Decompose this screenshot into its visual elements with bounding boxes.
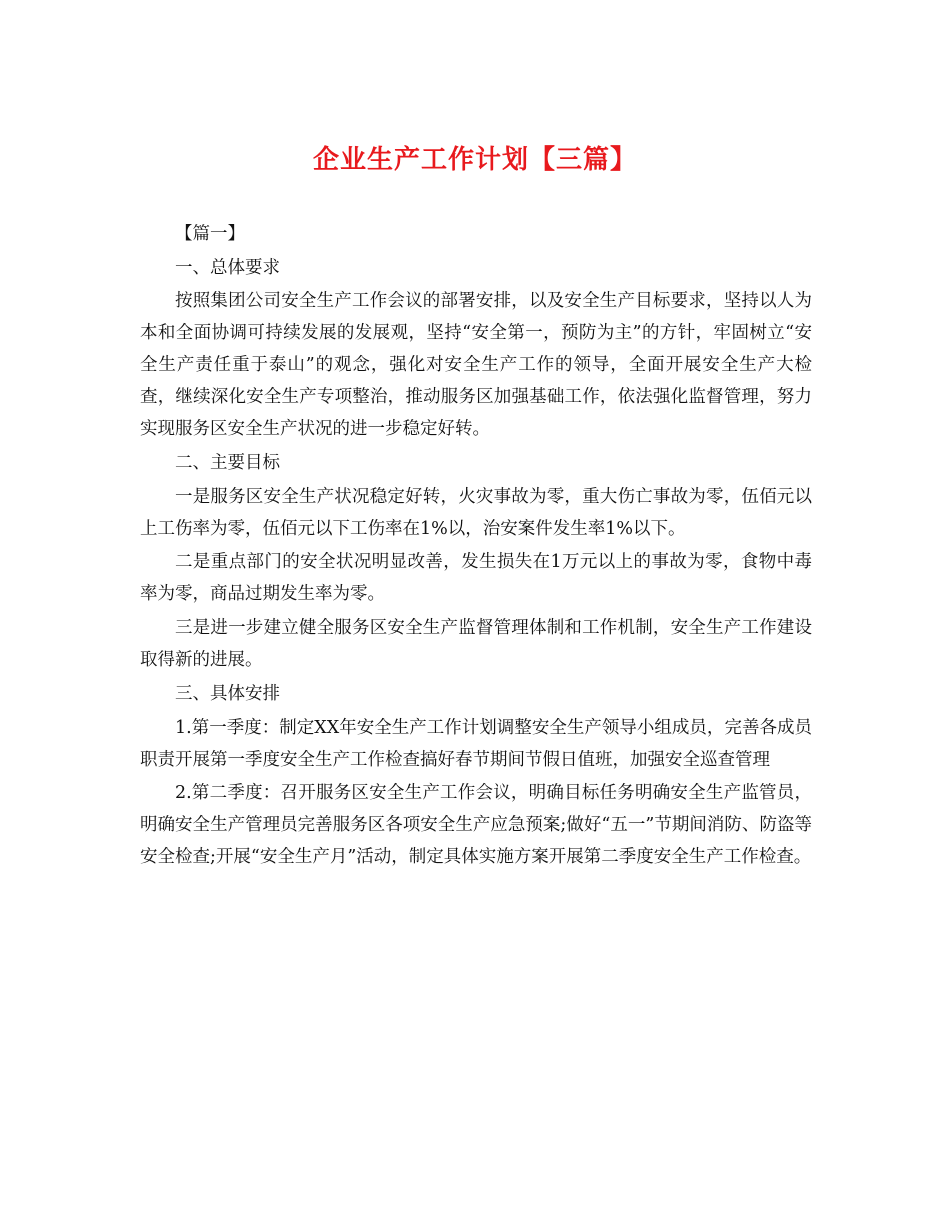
- paragraph: 三是进一步建立健全服务区安全生产监督管理体制和工作机制，安全生产工作建设取得新的进展。: [140, 618, 812, 671]
- paragraph: 按照集团公司安全生产工作会议的部署安排，以及安全生产目标要求，坚持以人为本和全面协调可持续发展的发展观，坚持“安全第一，预防为主”的方针，牢固树立“安全生产责任重于泰山”的观念，强化对安全生产工作的领导，全面开展安全生产大检查，继续深化安全生产专项整治，推动服务区加强基础工作，依法强化监督管理，努力实现服务区安全生产状况的进一步稳定好转。: [140, 291, 812, 440]
- paragraph: 二是重点部门的安全状况明显改善，发生损失在1万元以上的事故为零，食物中毒率为零，商品过期发生率为零。: [140, 552, 812, 605]
- document-title: 企业生产工作计划【三篇】: [312, 145, 637, 175]
- document-body: [140, 218, 812, 875]
- section-label: 【篇一】: [175, 224, 245, 244]
- paragraph: 1.第一季度：制定XX年安全生产工作计划调整安全生产领导小组成员，完善各成员职责开展第一季度安全生产工作检查搞好春节期间节假日值班，加强安全巡查管理: [140, 717, 812, 770]
- section-heading: 三、具体安排: [175, 683, 280, 704]
- section-heading: 一、总体要求: [175, 257, 280, 278]
- paragraph: 2.第二季度：召开服务区安全生产工作会议，明确目标任务明确安全生产监管员，明确安全生产管理员完善服务区各项安全生产应急预案;做好“五一”节期间消防、防盗等安全检查;开展“安全生产月”活动，制定具体实施方案开展第二季度安全生产工作检查。: [140, 783, 812, 868]
- paragraph: 一是服务区安全生产状况稳定好转，火灾事故为零，重大伤亡事故为零，伍佰元以上工伤率为零，伍佰元以下工伤率在1%以，治安案件发生率1%以下。: [140, 486, 812, 539]
- section-heading: 二、主要目标: [175, 453, 280, 474]
